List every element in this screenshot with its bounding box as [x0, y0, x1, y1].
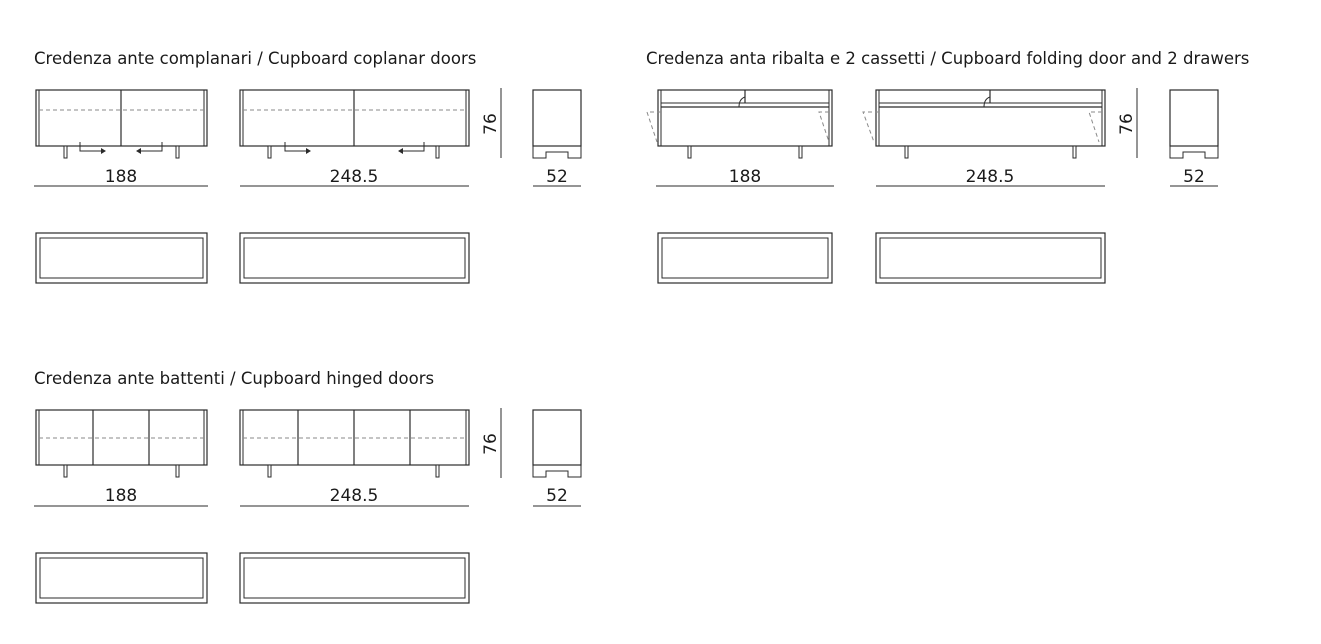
- side-view-hinged: [533, 410, 581, 477]
- top-view-small-folding: [658, 233, 832, 283]
- dimension-height-folding: [1117, 88, 1137, 158]
- section-folding-door: [646, 49, 1249, 283]
- front-view-large-coplanar: [240, 90, 469, 158]
- dim-label-76: 76: [481, 433, 501, 455]
- front-view-large-hinged: [240, 410, 469, 477]
- dim-label-76: 76: [1117, 113, 1137, 135]
- dim-label-188: 188: [104, 486, 138, 506]
- top-view-small-coplanar: [36, 233, 207, 283]
- dimension-width-large-folding: [876, 167, 1105, 187]
- dim-label-248-5: 248.5: [329, 486, 379, 506]
- dim-label-248-5: 248.5: [329, 167, 379, 187]
- side-view-coplanar: [533, 90, 581, 158]
- front-view-small-hinged: [36, 410, 207, 477]
- dimension-height-coplanar: [481, 88, 501, 158]
- side-view-folding: [1170, 90, 1218, 158]
- dimension-height-hinged: [481, 408, 501, 478]
- dim-label-248-5: 248.5: [965, 167, 1015, 187]
- front-view-small-folding: [647, 90, 832, 158]
- dimension-depth-hinged: [533, 486, 581, 506]
- section-title-coplanar: Credenza ante complanari / Cupboard coplanar doors: [34, 49, 477, 68]
- section-coplanar-doors: [34, 49, 581, 283]
- section-hinged-doors: [34, 369, 581, 603]
- dim-label-52: 52: [546, 486, 568, 506]
- front-view-small-coplanar: [36, 90, 207, 158]
- top-view-large-coplanar: [240, 233, 469, 283]
- top-view-large-folding: [876, 233, 1105, 283]
- dimension-width-small-coplanar: [34, 167, 208, 187]
- dim-label-76: 76: [481, 113, 501, 135]
- dim-label-188: 188: [104, 167, 138, 187]
- dim-label-52: 52: [1183, 167, 1205, 187]
- dim-label-52: 52: [546, 167, 568, 187]
- dimension-width-small-hinged: [34, 486, 208, 506]
- front-view-large-folding: [863, 90, 1105, 158]
- dimension-width-large-coplanar: [240, 167, 469, 187]
- section-title-hinged: Credenza ante battenti / Cupboard hinged doors: [34, 369, 435, 388]
- dimension-width-small-folding: [656, 167, 834, 187]
- dim-label-188: 188: [728, 167, 762, 187]
- section-title-folding: Credenza anta ribalta e 2 cassetti / Cupboard folding door and 2 drawers: [646, 49, 1250, 68]
- dimension-width-large-hinged: [240, 486, 469, 506]
- top-view-large-hinged: [240, 553, 469, 603]
- dimension-depth-coplanar: [533, 167, 581, 187]
- top-view-small-hinged: [36, 553, 207, 603]
- dimension-depth-folding: [1170, 167, 1218, 187]
